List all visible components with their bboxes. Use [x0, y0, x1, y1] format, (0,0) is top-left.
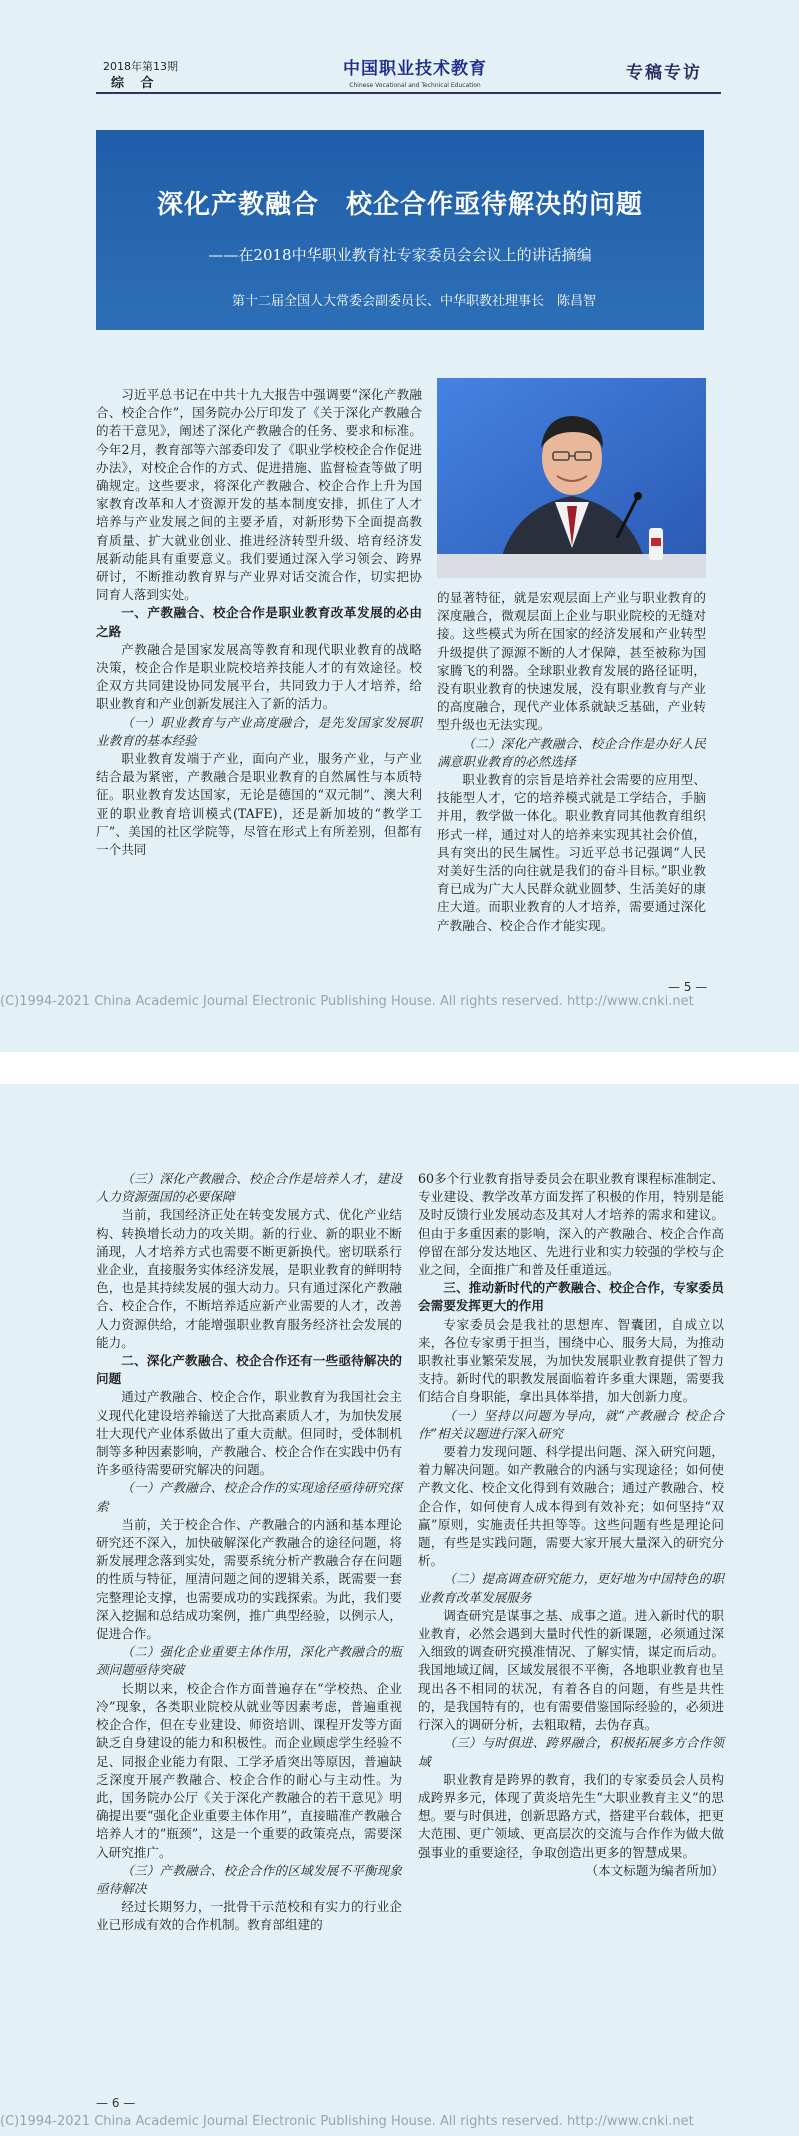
- paragraph: 习近平总书记在中共十九大报告中强调要“深化产教融合、校企合作”，国务院办公厅印发了《关于深化产教融合的若干意见》，阐述了深化产教融合的任务、要求和标准。今年2月，教育部等六部委印发了《职业学校校企合作促进办法》，对校企合作的方式、促进措施、监督检查等做了明确规定。这些要求，将深化产教融合、校企合作上升为国家教育改革和人才资源开发的基本制度安排，抓住了人才培养与产业发展之间的主要矛盾，对新形势下全面提高教育质量、扩大就业创业、推进经济转型升级、培育经济发展新动能具有重要意义。我们要通过深入学习领会、跨界研讨，不断推动教育界与产业界对话交流合作，切实把协同育人落到实处。: [96, 387, 422, 603]
- page6-right-column: [418, 1170, 724, 1880]
- article-author: 第十二届全国人大常委会副委员长、中华职教社理事长 陈昌智: [232, 294, 597, 309]
- paragraph: 经过长期努力，一批骨干示范校和有实力的行业企业已形成有效的合作机制。教育部组建的: [96, 1899, 402, 1933]
- journal-page-5: [0, 0, 799, 1052]
- section-heading: （一）坚持以问题为导向，就“产教融合 校企合作”相关议题进行深入研究: [418, 1407, 724, 1441]
- article-title-banner: [96, 130, 704, 330]
- paragraph: 产教融合是国家发展高等教育和现代职业教育的战略决策，校企合作是职业院校培养技能人才的有效途径。校企双方共同建设协同发展平台，共同致力于人才培养，给职业教育和产业创新发展注入了新的活力。: [96, 641, 422, 712]
- speaker-photo: [437, 378, 706, 578]
- copyright-watermark: (C)1994-2021 China Academic Journal Electronic Publishing House. All rights reserved. http://www.cnki.net: [0, 994, 694, 1009]
- paragraph: 的显著特征，就是宏观层面上产业与职业教育的深度融合，微观层面上企业与职业院校的无缝对接。这些模式为所在国家的经济发展和产业转型升级提供了源源不断的人才保障，甚至被称为国家腾飞的利器。全球职业教育发展的路径证明，没有职业教育的快速发展，没有职业教育与产业的高度融合，现代产业体系就缺乏基础，产业转型升级也无法实现。: [437, 590, 706, 733]
- page5-right-column: [437, 589, 706, 935]
- issue-info: [103, 58, 178, 92]
- paragraph: 职业教育发端于产业，面向产业，服务产业，与产业结合最为紧密，产教融合是职业教育的自然属性与本质特征。职业教育发达国家，无论是德国的“双元制”、澳大利亚的职业教育培训模式(TAFE)，还是新加坡的“教学工厂”、美国的社区学院等，尽管在形式上有所差别，但都有一个共同: [96, 751, 422, 858]
- paragraph: 职业教育是跨界的教育，我们的专家委员会人员构成跨界多元，体现了黄炎培先生“大职业教育主义”的思想。要与时俱进，创新思路方式，搭建平台载体，把更大范围、更广领域、更高层次的交流与合作作为做大做强事业的重要途径，争取创造出更多的智慧成果。: [418, 1771, 724, 1860]
- section-heading: （三）产教融合、校企合作的区域发展不平衡现象亟待解决: [96, 1862, 402, 1896]
- paragraph: 通过产教融合、校企合作，职业教育为我国社会主义现代化建设培养输送了大批高素质人才，为加快发展壮大现代产业体系做出了重大贡献。但同时，受体制机制等多种因素影响，产教融合、校企合作在实践中仍有许多亟待需要研究解决的问题。: [96, 1389, 402, 1478]
- section-heading: 二、深化产教融合、校企合作还有一些亟待解决的问题: [96, 1353, 402, 1387]
- paragraph: （本文标题为编者所加）: [585, 1862, 724, 1878]
- issue-number: 2018年第13期: [103, 60, 178, 73]
- paragraph: 专家委员会是我社的思想库、智囊团，自成立以来，各位专家勇于担当，围绕中心、服务大局，为推动职教社事业繁荣发展，为加快发展职业教育提供了智力支持。新时代的职教发展面临着许多重大课题，需要我们结合自身职能，拿出具体举措，加大创新力度。: [418, 1316, 724, 1405]
- page6-left-column: [96, 1170, 402, 1935]
- paragraph: 当前，关于校企合作、产教融合的内涵和基本理论研究还不深入，加快破解深化产教融合的途径问题，将新发展理念落到实处，需要系统分析产教融合存在问题的性质与特征，厘清问题之间的逻辑关系，既需要一套完整理论支撑，也需要成功的实践探索。为此，我们要深入挖掘和总结成功案例，推广典型经验，以例示人，促进合作。: [96, 1516, 402, 1642]
- header-divider: [96, 92, 721, 94]
- section-heading: 三、推动新时代的产教融合、校企合作，专家委员会需要发挥更大的作用: [418, 1280, 724, 1314]
- article-subtitle: ——在2018中华职业教育社专家委员会会议上的讲话摘编: [208, 246, 592, 264]
- article-title: 深化产教融合 校企合作亟待解决的问题: [156, 190, 643, 220]
- section-heading: 一、产教融合、校企合作是职业教育改革发展的必由之路: [96, 605, 422, 639]
- journal-page-6: [0, 1084, 799, 2136]
- page-header: [0, 0, 799, 100]
- section-heading: （一）职业教育与产业高度融合，是先发国家发展职业教育的基本经验: [96, 714, 422, 748]
- section-heading: （二）深化产教融合、校企合作是办好人民满意职业教育的必然选择: [437, 735, 706, 769]
- page-number: — 6 —: [96, 2096, 136, 2110]
- paragraph: 职业教育的宗旨是培养社会需要的应用型、技能型人才，它的培养模式就是工学结合，手脑并用，教学做一体化。职业教育同其他教育组织形式一样，通过对人的培养来实现其社会价值，具有突出的民生属性。习近平总书记强调“人民对美好生活的向往就是我们的奋斗目标。”职业教育已成为广大人民群众就业圆梦、生活美好的康庄大道。而职业教育的人才培养，需要通过深化产教融合、校企合作才能实现。: [437, 772, 706, 933]
- section-heading: （三）深化产教融合、校企合作是培养人才，建设人力资源强国的必要保障: [96, 1171, 402, 1205]
- section-heading: （三）与时俱进、跨界融合，积极拓展多方合作领域: [418, 1735, 724, 1769]
- section-heading: （二）强化企业重要主体作用，深化产教融合的瓶颈问题亟待突破: [96, 1644, 402, 1678]
- paragraph: 长期以来，校企合作方面普遍存在“学校热、企业冷”现象，各类职业院校从就业等因素考虑，普遍重视校企合作，但在专业建设、师资培训、课程开发等方面缺乏自身建设的能力和积极性。而企业顾虑学生经验不足、同报企业能力有限、工学矛盾突出等原因，普遍缺乏深度开展产教融合、校企合作的耐心与主动性。为此，国务院办公厅《关于深化产教融合的若干意见》明确提出要“强化企业重要主体作用”，直接瞄准产教融合培养人才的“瓶颈”，这是一个重要的政策亮点，需要深入研究推广。: [96, 1680, 402, 1860]
- page5-left-column: [96, 386, 422, 859]
- paragraph: 当前，我国经济正处在转变发展方式、优化产业结构、转换增长动力的攻关期。新的行业、新的职业不断涌现，人才培养方式也需要不断更新换代。密切联系行业企业，直接服务实体经济发展，是职业教育的鲜明特色，也是其持续发展的强大动力。只有通过深化产教融合、校企合作，不断培养适应新产业需要的人才，改善人力资源供给，才能增强职业教育服务经济社会发展的能力。: [96, 1207, 402, 1350]
- magazine-logo: [330, 54, 500, 89]
- copyright-watermark: (C)1994-2021 China Academic Journal Electronic Publishing House. All rights reserved. http://www.cnki.net: [0, 2114, 694, 2129]
- paragraph: 调查研究是谋事之基、成事之道。进入新时代的职业教育，必然会遇到大量时代性的新课题，必须通过深入细致的调查研究摸准情况、了解实情，谋定而后动。我国地域辽阔，区域发展很不平衡，各地职业教育也呈现出各不相同的状况，有着各自的问题，有些是共性的，是我国特有的，也有需要借鉴国际经验的，必须进行深入的调研分析，去粗取精，去伪存真。: [418, 1607, 724, 1733]
- section-heading: （二）提高调查研究能力，更好地为中国特色的职业教育改革发展服务: [418, 1571, 724, 1605]
- magazine-title-en: Chinese Vocational and Technical Education: [349, 82, 481, 89]
- magazine-title-cn: 中国职业技术教育: [343, 59, 487, 79]
- section-heading: （一）产教融合、校企合作的实现途径亟待研究探索: [96, 1480, 402, 1514]
- paragraph: 60多个行业教育指导委员会在职业教育课程标准制定、专业建设、教学改革方面发挥了积极的作用，特别是能及时反馈行业发展动态及其对人才培养的需求和建议。但由于多重因素的影响，深入的产教融合、校企合作高停留在部分发达地区、先进行业和实力较强的学校与企业之间，全面推广和普及任重道远。: [418, 1171, 724, 1278]
- column-name: 专稿专访: [626, 63, 702, 83]
- page-number: — 5 —: [668, 980, 708, 994]
- paragraph: 要着力发现问题、科学提出问题、深入研究问题，着力解决问题。如产教融合的内涵与实现途径；如何使产教文化、校企文化得到有效融合；通过产教融合、校企合作，如何使育人成本得到有效补充；如何坚持“双赢”原则，实施责任共担等等。这些问题有些是理论问题，有些是实践问题，需要大家开展大量深入的研究分析。: [418, 1444, 724, 1569]
- speaker-photo-image: [437, 378, 706, 578]
- section-name: 综 合: [111, 76, 160, 91]
